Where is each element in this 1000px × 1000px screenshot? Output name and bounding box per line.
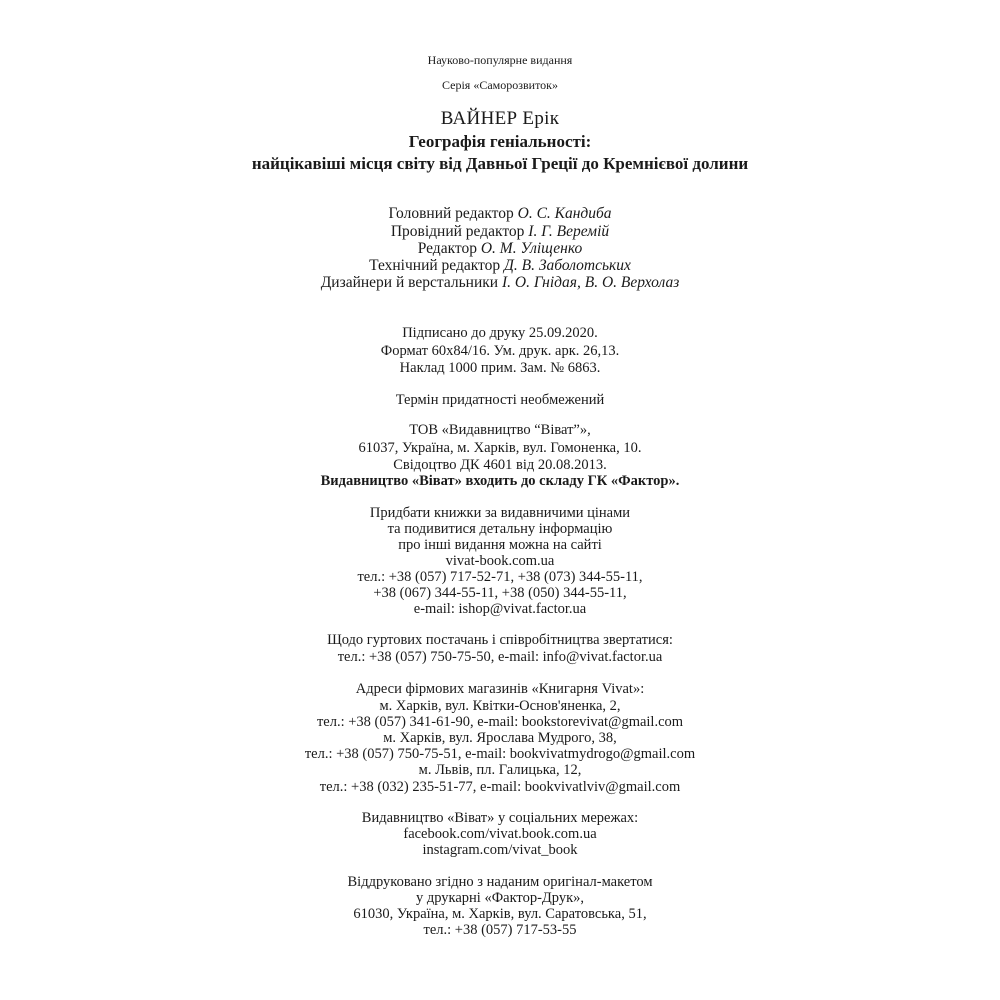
store-address-3: м. Львів, пл. Галицька, 12, — [418, 762, 582, 778]
wholesale-line1: Щодо гуртових постачань і співробітництва звертатися: — [327, 632, 673, 648]
purchase-phones2: +38 (067) 344-55-11, +38 (050) 344-55-11, — [373, 585, 627, 601]
credit-chief-editor — [0, 206, 1000, 222]
print-signed: Підписано до друку 25.09.2020. — [402, 325, 598, 341]
credit-role: Дизайнери й верстальники — [320, 274, 502, 291]
author-name: ВАЙНЕР Ерік — [440, 108, 560, 129]
store-contact-1: тел.: +38 (057) 341-61-90, e-mail: bookstorevivat@gmail.com — [316, 714, 684, 730]
credit-editor — [0, 241, 1000, 257]
credit-person: І. Г. Веремій — [528, 223, 610, 240]
purchase-email: e-mail: ishop@vivat.factor.ua — [413, 601, 587, 617]
genre-line: Науково-популярне видання — [427, 53, 573, 67]
purchase-line2: та подивитися детальну інформацію — [387, 521, 613, 537]
social-facebook: facebook.com/vivat.book.com.ua — [403, 826, 597, 842]
wholesale-line2: тел.: +38 (057) 750-75-50, e-mail: info@vivat.factor.ua — [337, 649, 663, 665]
credit-person: І. О. Гнідая, В. О. Верхолаз — [501, 274, 680, 291]
purchase-site: vivat-book.com.ua — [445, 553, 555, 569]
social-instagram: instagram.com/vivat_book — [422, 842, 578, 858]
credit-designers — [0, 275, 1000, 291]
credit-technical-editor — [0, 258, 1000, 274]
credit-person: О. М. Уліщенко — [480, 240, 583, 257]
store-address-2: м. Харків, вул. Ярослава Мудрого, 38, — [383, 730, 617, 746]
credit-person: Д. В. Заболотських — [504, 257, 631, 274]
credit-role: Головний редактор — [388, 205, 518, 222]
credit-lead-editor — [0, 224, 1000, 240]
book-title-line2: найцікавіші місця світу від Давньої Греції до Кремнієвої долини — [251, 154, 749, 173]
publisher-group: Видавництво «Віват» входить до складу ГК «Фактор». — [320, 473, 680, 489]
purchase-line3: про інші видання можна на сайті — [398, 537, 602, 553]
printing-line2: у друкарні «Фактор-Друк», — [415, 890, 585, 906]
purchase-line1: Придбати книжки за видавничими цінами — [369, 505, 631, 521]
publisher-address: 61037, Україна, м. Харків, вул. Гомоненка, 10. — [358, 440, 642, 456]
print-format: Формат 60х84/16. Ум. друк. арк. 26,13. — [380, 343, 620, 359]
store-address-1: м. Харків, вул. Квітки-Основ'яненка, 2, — [379, 698, 621, 714]
store-contact-3: тел.: +38 (032) 235-51-77, e-mail: bookvivatlviv@gmail.com — [319, 779, 681, 795]
publisher-certificate: Свідоцтво ДК 4601 від 20.08.2013. — [393, 457, 607, 473]
social-heading: Видавництво «Віват» у соціальних мережах: — [361, 810, 639, 826]
publisher-name: ТОВ «Видавництво “Віват”», — [409, 422, 591, 438]
series-line: Серія «Саморозвиток» — [442, 78, 558, 92]
shelf-life: Термін придатності необмежений — [395, 392, 605, 408]
printing-line4: тел.: +38 (057) 717-53-55 — [423, 922, 577, 938]
credit-role: Провідний редактор — [390, 223, 529, 240]
printing-line1: Віддруковано згідно з наданим оригінал-макетом — [347, 874, 653, 890]
credit-role: Технічний редактор — [369, 257, 504, 274]
credit-role: Редактор — [417, 240, 481, 257]
stores-heading: Адреси фірмових магазинів «Книгарня Vivat»: — [355, 681, 645, 697]
purchase-phones1: тел.: +38 (057) 717-52-71, +38 (073) 344-55-11, — [357, 569, 643, 585]
store-contact-2: тел.: +38 (057) 750-75-51, e-mail: bookvivatmydrogo@gmail.com — [304, 746, 696, 762]
print-run: Наклад 1000 прим. Зам. № 6863. — [399, 360, 601, 376]
book-title-line1: Географія геніальності: — [408, 132, 592, 151]
credit-person: О. С. Кандиба — [517, 205, 612, 222]
printing-line3: 61030, Україна, м. Харків, вул. Саратовська, 51, — [353, 906, 647, 922]
